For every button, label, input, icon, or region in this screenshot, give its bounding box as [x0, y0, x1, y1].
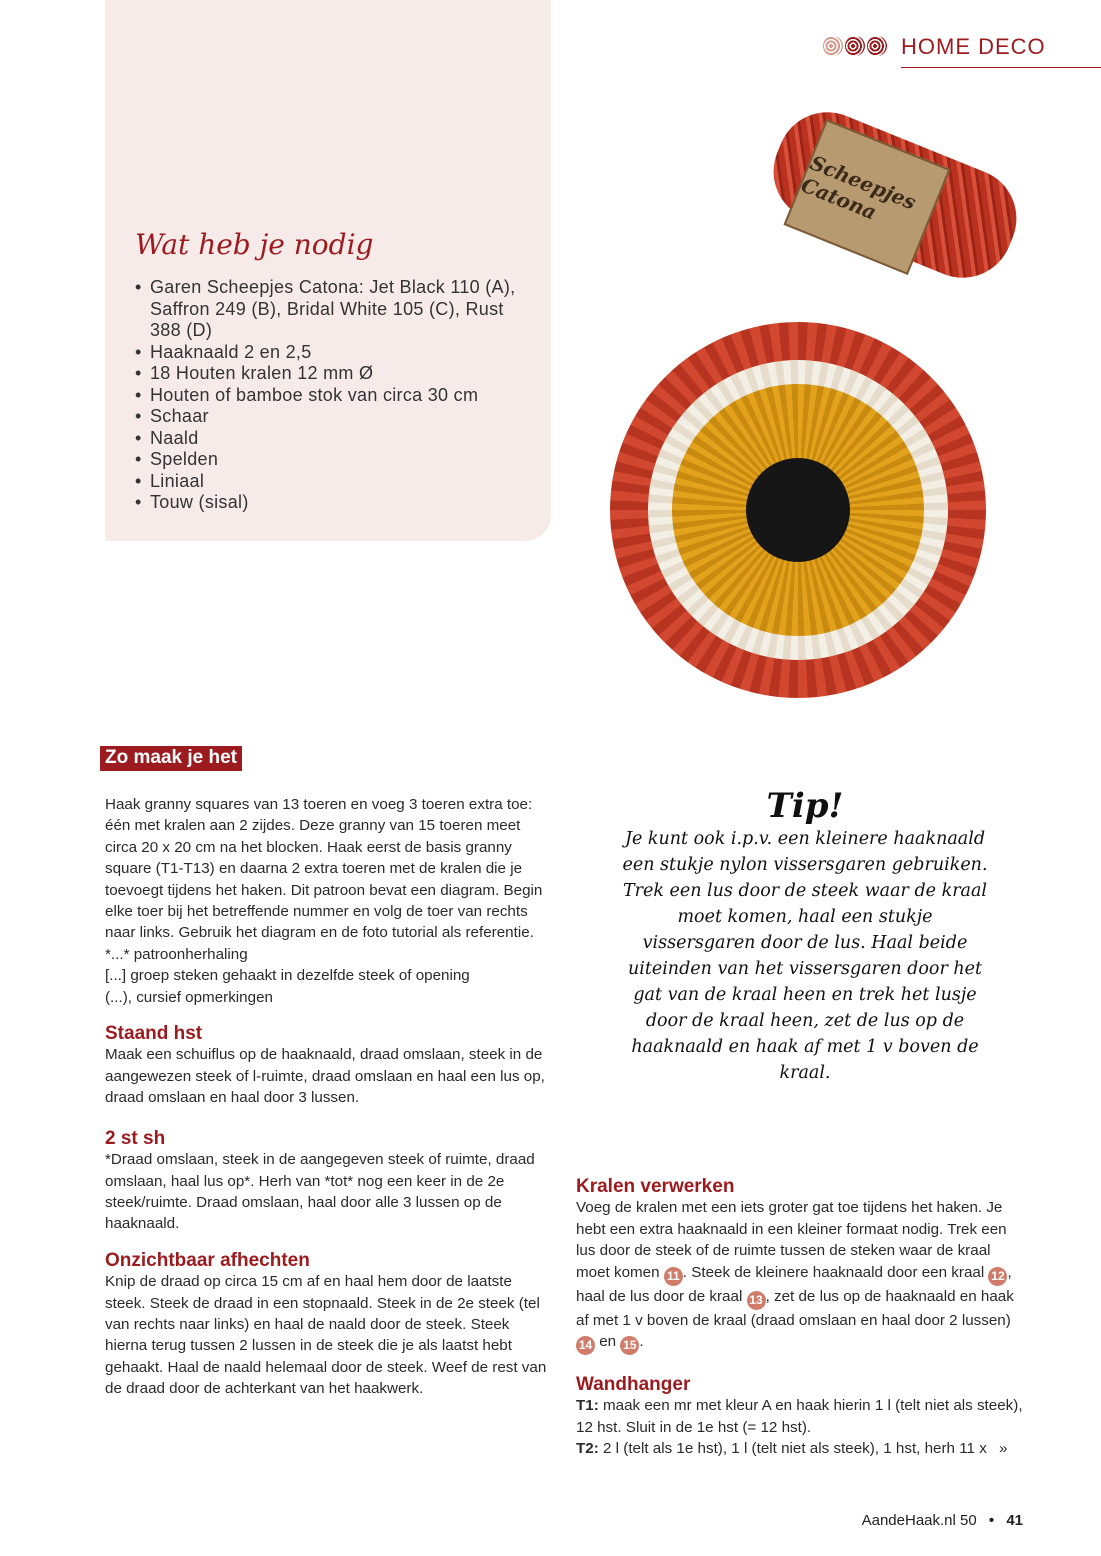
section-text: Knip de draad op circa 15 cm af en haal hem door de laatste steek. Steek de draad in een stopnaald. Steek in de 2e steek (tel van rechts naar links) en haal de naald door de steek. Steek hierna terug tussen 2 lussen in de steek die je als laatst hebt gehaakt. Haal de naald helemaal door de steek. Weef de rest van de draad door de achterkant van het haakwerk. — [105, 1273, 547, 1398]
tip-text: Je kunt ook i.p.v. een kleinere haaknaald een stukje nylon vissersgaren gebruiken. Trek een lus door de steek waar de kraal moet komen, haal een stukje vissersgaren door de lus. Haal beide uiteinden van het vissersgaren door het gat van de kraal heen en trek het lusje door de kraal heen, zet de lus op de haaknaald en haak af met 1 v boven de kraal. — [622, 829, 988, 1083]
separator: • — [988, 1512, 995, 1529]
text: . Steek de kleinere haaknaald door een kraal — [682, 1263, 989, 1281]
intro-text: Haak granny squares van 13 toeren en voeg 3 toeren extra toe: één met kralen aan 2 zijdes. Deze granny van 15 toeren meet circa 20 x 20 cm na het blocken. Haak eerst de basis granny square (T1-T13) en daarna 2 extra toeren met de kralen die je toevoegt tijdens het haken. Dit patroon bevat een diagram. Begin elke toer bij het betreffende nummer en volg de toer van rechts naar links. Gebruik het diagram en de foto tutorial als referentie. — [105, 796, 543, 942]
materials-list — [135, 277, 525, 514]
text: . — [639, 1333, 644, 1351]
continued-icon: » — [999, 1440, 1008, 1458]
right-column — [576, 1176, 1026, 1460]
section-text — [576, 1197, 1026, 1355]
section-title: Staand hst — [105, 1023, 203, 1045]
yarn-label: Scheepjes Catona — [784, 119, 951, 275]
legend-italic: (...), cursief opmerkingen — [105, 988, 273, 1006]
text: , haal de lus door de kraal — [576, 1263, 1012, 1305]
list-item: • Garen Scheepjes Catona: Jet Black 110 (A), Saffron 249 (B), Bridal White 105 (C), Rust 388 (D) — [135, 277, 525, 342]
text: , zet de lus op de haaknaald en haak af met 1 v boven de kraal (draad omslaan en haal door 2 lussen) — [576, 1287, 1014, 1329]
section-label: HOME DECO — [901, 34, 1046, 59]
tip-box — [620, 786, 990, 1086]
list-item: • Schaar — [135, 406, 525, 428]
tip-title: Tip! — [766, 786, 844, 826]
round-2 — [576, 1438, 1026, 1459]
section-text: *Draad omslaan, steek in de aangegeven steek of ruimte, draad omslaan, haal lus op*. Herh van *tot* nog een keer in de 2e steek/ruimte. Draad omslaan, haal door alle 3 lussen op de haaknaald. — [105, 1151, 535, 1233]
yarn-balls-icon — [823, 36, 887, 56]
text: 2 l (telt als 1e hst), 1 l (telt niet als steek), 1 hst, herh 11 x — [598, 1440, 987, 1458]
list-item: • Houten of bamboe stok van circa 30 cm — [135, 385, 525, 407]
text: Voeg de kralen met een iets groter gat toe tijdens het haken. Je hebt een extra haaknaald in een kleiner formaat nodig. Trek een lus door de steek of de ruimte tussen de steken waar de kraal moet komen — [576, 1199, 1007, 1281]
round-label: T1: — [576, 1397, 599, 1415]
materials-title: Wat heb je nodig — [135, 228, 374, 261]
page-number: 41 — [1006, 1512, 1023, 1529]
list-item: • Spelden — [135, 449, 525, 471]
section-title: 2 st sh — [105, 1127, 166, 1149]
round-1 — [576, 1395, 1026, 1438]
legend-group: [...] groep steken gehaakt in dezelfde steek of opening — [105, 967, 470, 985]
list-item: • 18 Houten kralen 12 mm Ø — [135, 363, 525, 385]
step-number-badge: 13 — [747, 1291, 766, 1310]
section-title: Onzichtbaar afhechten — [105, 1249, 310, 1271]
text: maak een mr met kleur A en haak hierin 1 l (telt niet als steek), 12 hst. Sluit in de 1e hst (= 12 hst). — [576, 1397, 1023, 1436]
step-number-badge: 15 — [620, 1336, 639, 1355]
step-number-badge: 11 — [664, 1267, 683, 1286]
section-title: Wandhanger — [576, 1374, 691, 1396]
how-to-title: Zo maak je het — [100, 746, 242, 771]
section-text: Maak een schuiflus op de haaknaald, draad omslaan, steek in de aangewezen steek of l-ruimte, draad omslaan en haal een lus op, draad omslaan en haal door 3 lussen. — [105, 1046, 545, 1107]
magazine-name: AandeHaak.nl 50 — [861, 1512, 977, 1529]
list-item: • Touw (sisal) — [135, 492, 525, 514]
instructions-column — [105, 794, 555, 1400]
list-item: • Naald — [135, 428, 525, 450]
legend-repeat: *...* patroonherhaling — [105, 945, 248, 963]
section-title: Kralen verwerken — [576, 1176, 735, 1197]
round-label: T2: — [576, 1440, 599, 1458]
page-footer — [862, 1512, 1023, 1529]
list-item: • Liniaal — [135, 471, 525, 493]
step-number-badge: 14 — [576, 1336, 595, 1355]
list-item: • Haaknaald 2 en 2,5 — [135, 342, 525, 364]
text: en — [595, 1333, 621, 1351]
section-header — [901, 30, 1101, 68]
step-number-badge: 12 — [988, 1267, 1007, 1286]
